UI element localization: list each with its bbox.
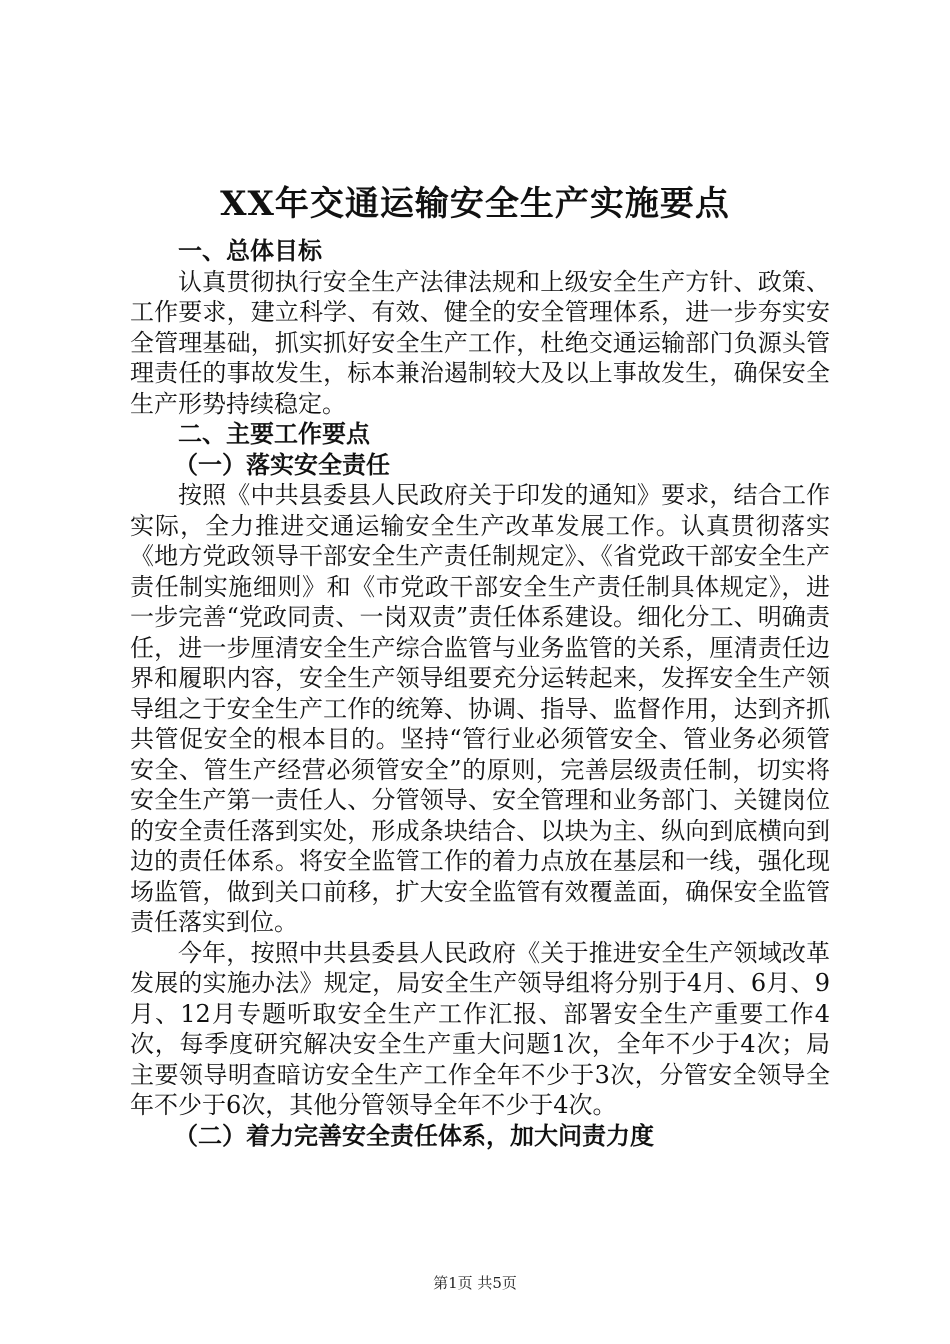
document-body <box>130 236 830 1151</box>
subsection-heading-improve-system: （二）着力完善安全责任体系，加大问责力度 <box>174 1121 654 1150</box>
section-heading-main-tasks: 二、主要工作要点 <box>178 420 370 448</box>
section-heading-overall-goal: 一、总体目标 <box>178 237 322 265</box>
subsection-heading-implement-responsibility: （一）落实安全责任 <box>174 450 390 479</box>
page-footer: 第1页 共5页 <box>433 1274 517 1292</box>
paragraph-overall-goal: 认真贯彻执行安全生产法律法规和上级安全生产方针、政策、工作要求，建立科学、有效、健全的安全管理体系，进一步夯实安全管理基础，抓实抓好安全生产工作，杜绝交通运输部门负源头管理责任的事故发生，标本兼治遏制较大及以上事故发生，确保安全生产形势持续稳定。 <box>130 267 830 418</box>
document-title: XX年交通运输安全生产实施要点 <box>220 184 730 224</box>
paragraph-implement-responsibility: 按照《中共县委县人民政府关于印发的通知》要求，结合工作实际，全力推进交通运输安全生产改革发展工作。认真贯彻落实《地方党政领导干部安全生产责任制规定》、《省党政干部安全生产责任制实施细则》和《市党政干部安全生产责任制具体规定》，进一步完善“党政同责、一岗双责”责任体系建设。细化分工、明确责任，进一步厘清安全生产综合监管与业务监管的关系，厘清责任边界和履职内容，安全生产领导组要充分运转起来，发挥安全生产领导组之于安全生产工作的统筹、协调、指导、监督作用，达到齐抓共管促安全的根本目的。坚持“管行业必须管安全、管业务必须管安全、管生产经营必须管安全”的原则，完善层级责任制，切实将安全生产第一责任人、分管领导、安全管理和业务部门、关键岗位的安全责任落到实处，形成条块结合、以块为主、纵向到底横向到边的责任体系。将安全监管工作的着力点放在基层和一线，强化现场监管，做到关口前移，扩大安全监管有效覆盖面，确保安全监管责任落实到位。 <box>130 481 830 936</box>
paragraph-this-year-plan: 今年，按照中共县委县人民政府《关于推进安全生产领域改革发展的实施办法》规定，局安全生产领导组将分别于4月、6月、9月、12月专题听取安全生产工作汇报、部署安全生产重要工作4次，每季度研究解决安全生产重大问题1次，全年不少于4次；局主要领导明查暗访安全生产工作全年不少于3次，分管安全领导全年不少于6次，其他分管领导全年不少于4次。 <box>130 938 830 1119</box>
